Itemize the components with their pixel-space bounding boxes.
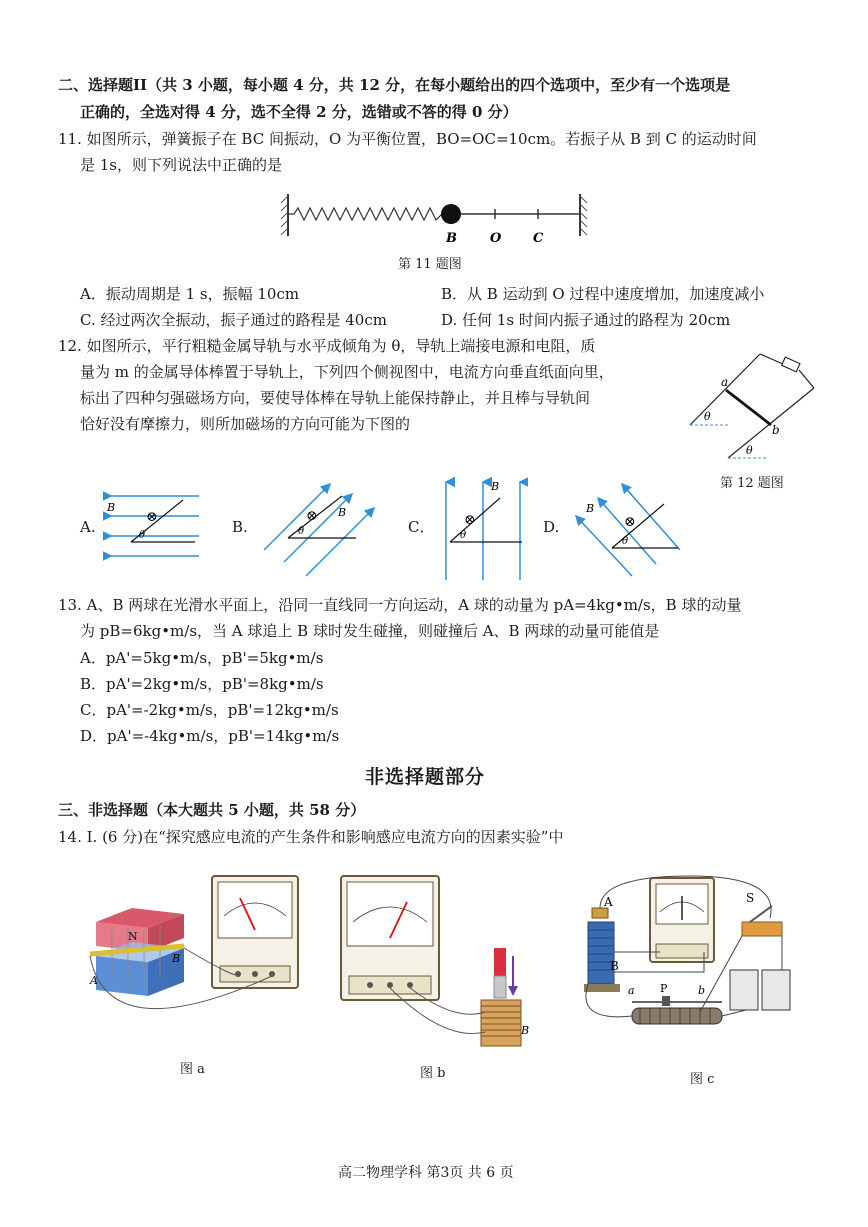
q12-label-a: a — [721, 375, 729, 389]
q12-stem-line3: 标出了四种匀强磁场方向，要使导体棒在导轨上能保持静止，并且棒与导轨间 — [80, 389, 591, 407]
q12-choice-a-label: A. — [80, 518, 96, 536]
q14-c-label-p: P — [660, 982, 668, 995]
q11-label-c: C — [533, 231, 544, 246]
q12-stem-line2: 量为 m 的金属导体棒置于导轨上，下列四个侧视图中，电流方向垂直纸面向里， — [80, 363, 614, 381]
section3-heading: 三、非选择题（本大题共 5 小题，共 58 分） — [58, 801, 366, 819]
q12-stem-line4: 恰好没有摩擦力，则所加磁场的方向可能为下图的 — [80, 415, 411, 433]
q14-caption-b: 图 b — [420, 1066, 446, 1081]
q14-c-label-a: A — [604, 895, 613, 909]
oscillator-ball — [441, 204, 461, 224]
q12-rail-figure — [688, 350, 818, 462]
q14-c-label-pa: a — [628, 984, 635, 997]
q13-option-a: A．pA'=5kg•m/s，pB'=5kg•m/s — [80, 649, 324, 667]
q12-a-current: ⊗ — [146, 509, 158, 525]
q14-caption-c: 图 c — [690, 1072, 715, 1087]
q13-stem-line2: 为 pB=6kg•m/s，当 A 球追上 B 球时发生碰撞，则碰撞后 A、B 两球的动量可能值是 — [80, 622, 660, 640]
page-footer: 高二物理学科 第3页 共 6 页 — [338, 1165, 514, 1181]
q12-c-theta: θ — [460, 530, 467, 541]
q12-choice-d-figure — [572, 476, 684, 582]
q14-c-label-s: S — [746, 891, 755, 905]
q14-stem: 14. I. (6 分)在“探究感应电流的产生条件和影响感应电流方向的因素实验”中 — [58, 828, 564, 846]
q11-option-a: A．振动周期是 1 s，振幅 10cm — [80, 285, 300, 303]
q12-a-field-label: B — [107, 501, 116, 514]
q12-b-field-label: B — [338, 506, 347, 519]
q12-a-theta: θ — [139, 530, 146, 541]
q12-caption: 第 12 题图 — [720, 476, 784, 491]
q12-choice-c-label: C． — [408, 518, 435, 536]
q14-a-label-b: B — [172, 952, 181, 965]
q12-d-current: ⊗ — [624, 514, 636, 530]
q14-c-label-b: B — [610, 959, 619, 973]
q14-caption-a: 图 a — [180, 1062, 205, 1077]
q12-b-theta: θ — [298, 526, 305, 537]
q12-choice-d-label: D. — [543, 518, 560, 536]
q12-choice-c-figure — [438, 476, 528, 582]
q12-d-field-label: B — [586, 502, 595, 515]
section2-heading: 二、选择题II（共 3 小题，每小题 4 分，共 12 分，在每小题给出的四个选项中，至少有一个选项是 — [58, 76, 731, 94]
q13-option-b: B．pA'=2kg•m/s，pB'=8kg•m/s — [80, 675, 324, 693]
q14-figure-c — [570, 872, 810, 1062]
section2-heading-cont: 正确的，全选对得 4 分，选不全得 2 分，选错或不答的得 0 分） — [80, 103, 518, 121]
q14-figure-b — [335, 872, 535, 1058]
q14-a-label-a: A — [90, 974, 98, 987]
q14-a-label-n: N — [128, 930, 138, 943]
q12-choice-b-figure — [260, 476, 380, 580]
q12-b-current: ⊗ — [306, 508, 318, 524]
q11-stem-line2: 是 1s，则下列说法中正确的是 — [80, 156, 283, 174]
q11-option-b: B．从 B 运动到 O 过程中速度增加，加速度减小 — [441, 285, 765, 303]
q12-theta-1: θ — [704, 410, 711, 423]
q14-figure-a — [88, 870, 308, 1060]
q11-option-c: C. 经过两次全振动，振子通过的路程是 40cm — [80, 311, 387, 329]
q14-b-label-b: B — [521, 1024, 530, 1037]
q12-c-field-label: B — [491, 480, 500, 493]
q13-option-c: C．pA'=-2kg•m/s，pB'=12kg•m/s — [80, 701, 339, 719]
q12-d-theta: θ — [622, 536, 629, 547]
q12-choice-b-label: B. — [232, 518, 248, 536]
q11-label-o: O — [490, 231, 502, 246]
q11-label-b: B — [446, 231, 457, 246]
q11-stem-line1: 11. 如图所示，弹簧振子在 BC 间振动，O 为平衡位置，BO=OC=10cm。若振子从 B 到 C 的运动时间 — [58, 130, 757, 148]
q14-c-label-pb: b — [698, 984, 706, 997]
q12-stem-line1: 12. 如图所示，平行粗糙金属导轨与水平成倾角为 θ，导轨上端接电源和电阻，质 — [58, 337, 596, 355]
q11-caption: 第 11 题图 — [398, 257, 462, 272]
part2-title: 非选择题部分 — [365, 766, 486, 788]
q11-option-d: D. 任何 1s 时间内振子通过的路程为 20cm — [441, 311, 731, 329]
q13-option-d: D．pA'=-4kg•m/s，pB'=14kg•m/s — [80, 727, 340, 745]
q12-choice-a-figure — [103, 486, 203, 566]
q12-label-b: b — [772, 423, 780, 437]
q13-stem-line1: 13. A、B 两球在光滑水平面上，沿同一直线同一方向运动，A 球的动量为 pA=4kg•m/s，B 球的动量 — [58, 596, 742, 614]
q12-theta-2: θ — [746, 444, 753, 457]
q12-c-current: ⊗ — [464, 512, 476, 528]
q11-figure — [280, 188, 590, 246]
